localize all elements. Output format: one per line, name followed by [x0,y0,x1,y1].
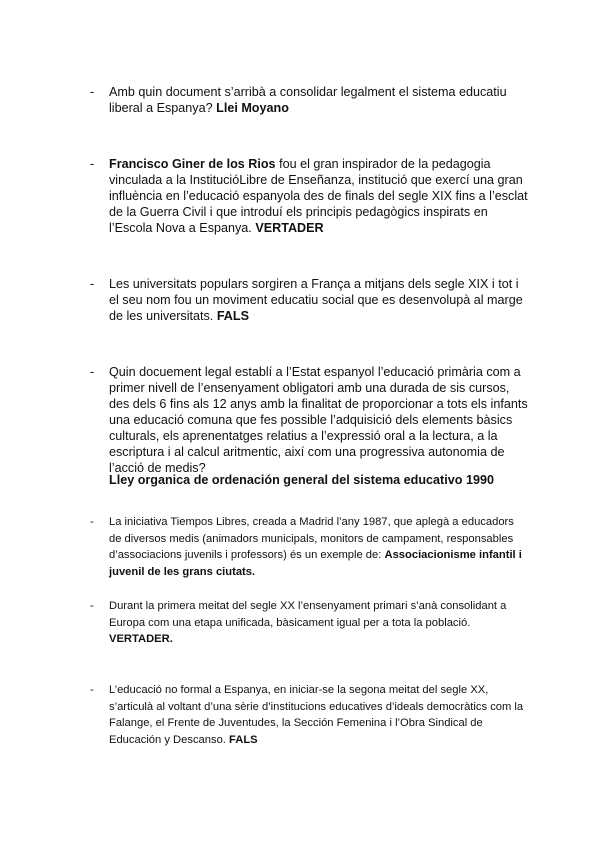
question-text [109,598,528,648]
question-body: L’educació no formal a Espanya, en iniciar-se la segona meitat del segle XX, s’articulà al voltant d’una sèrie d’institucions educatives d’ideals democràtics com la Falange, el Frente de Juventudes, la Sección Femenina i l’Obra Sindical de Educación y Descanso. [109,684,524,746]
list-dash: - [90,157,95,171]
list-dash: - [90,365,95,379]
answer: VERTADER. [109,633,173,645]
list-dash: - [90,600,94,612]
question-2 [90,156,528,236]
question-body: fou el gran inspirador de la pedagogia vinculada a la InstitucióLibre de Enseñanza, institució que exercí una gran influència en l’educació espanyola des de finals del segle XIX fins a l’esclat de la Guerra Civil i que introduí els principis pedagògics inspirats en l’Escola Nova a Espanya. [109,157,528,235]
question-body: La iniciativa Tiempos Libres, creada a Madrid l’any 1987, que aplegà a educadors de diversos medis (animadors municipals, monitors de campament, responsables d’associacions juvenils i professors) és un exemple de: [109,516,514,561]
question-text [109,364,528,476]
answer: Lley organica de ordenación general del sistema educativo 1990 [109,473,494,487]
question-body: Amb quin document s’arribà a consolidar legalment el sistema educatiu liberal a Espanya? [109,85,507,115]
question-7 [90,682,528,748]
question-5 [90,514,528,580]
question-text [109,84,528,116]
answer: VERTADER [255,221,324,235]
question-body: Les universitats populars sorgiren a França a mitjans dels segle XIX i tot i el seu nom fou un moviment educatiu social que es desenvolupà al marge de les universitats. [109,277,523,323]
list-dash: - [90,516,94,528]
question-6 [90,598,528,648]
question-text [109,682,528,748]
question-4 [90,364,528,476]
answer: Associacionisme infantil i juvenil de les grans ciutats. [109,549,522,578]
bold-lead: Francisco Giner de los Rios [109,157,276,171]
question-text [109,276,528,324]
answer: FALS [229,733,258,746]
question-text [109,156,528,236]
list-dash: - [90,277,95,291]
question-1 [90,84,528,116]
list-dash: - [90,85,95,99]
answer: FALS [216,309,249,323]
question-text [109,514,528,580]
list-dash: - [90,684,94,696]
answer: Llei Moyano [216,101,289,115]
question-body: Quin docuement legal establí a l’Estat espanyol l’educació primària com a primer nivell de l’ensenyament obligatori amb una durada de sis cursos, des dels 6 fins als 12 anys amb la finalitat de proporcionar a tots els infants una educació comuna que fes possible l’adquisició dels elements bàsics culturals, els aprenentatges relatius a l’expressió oral a la lectura, a la escriptura i al calcul aritmentic, així com una progressiva autonomia de l’acció de medis? [109,365,528,475]
question-body: Durant la primera meitat del segle XX l’ensenyament primari s’anà consolidant a Europa com una etapa unificada, bàsicament igual per a tota la població. [109,600,507,629]
question-3 [90,276,528,324]
